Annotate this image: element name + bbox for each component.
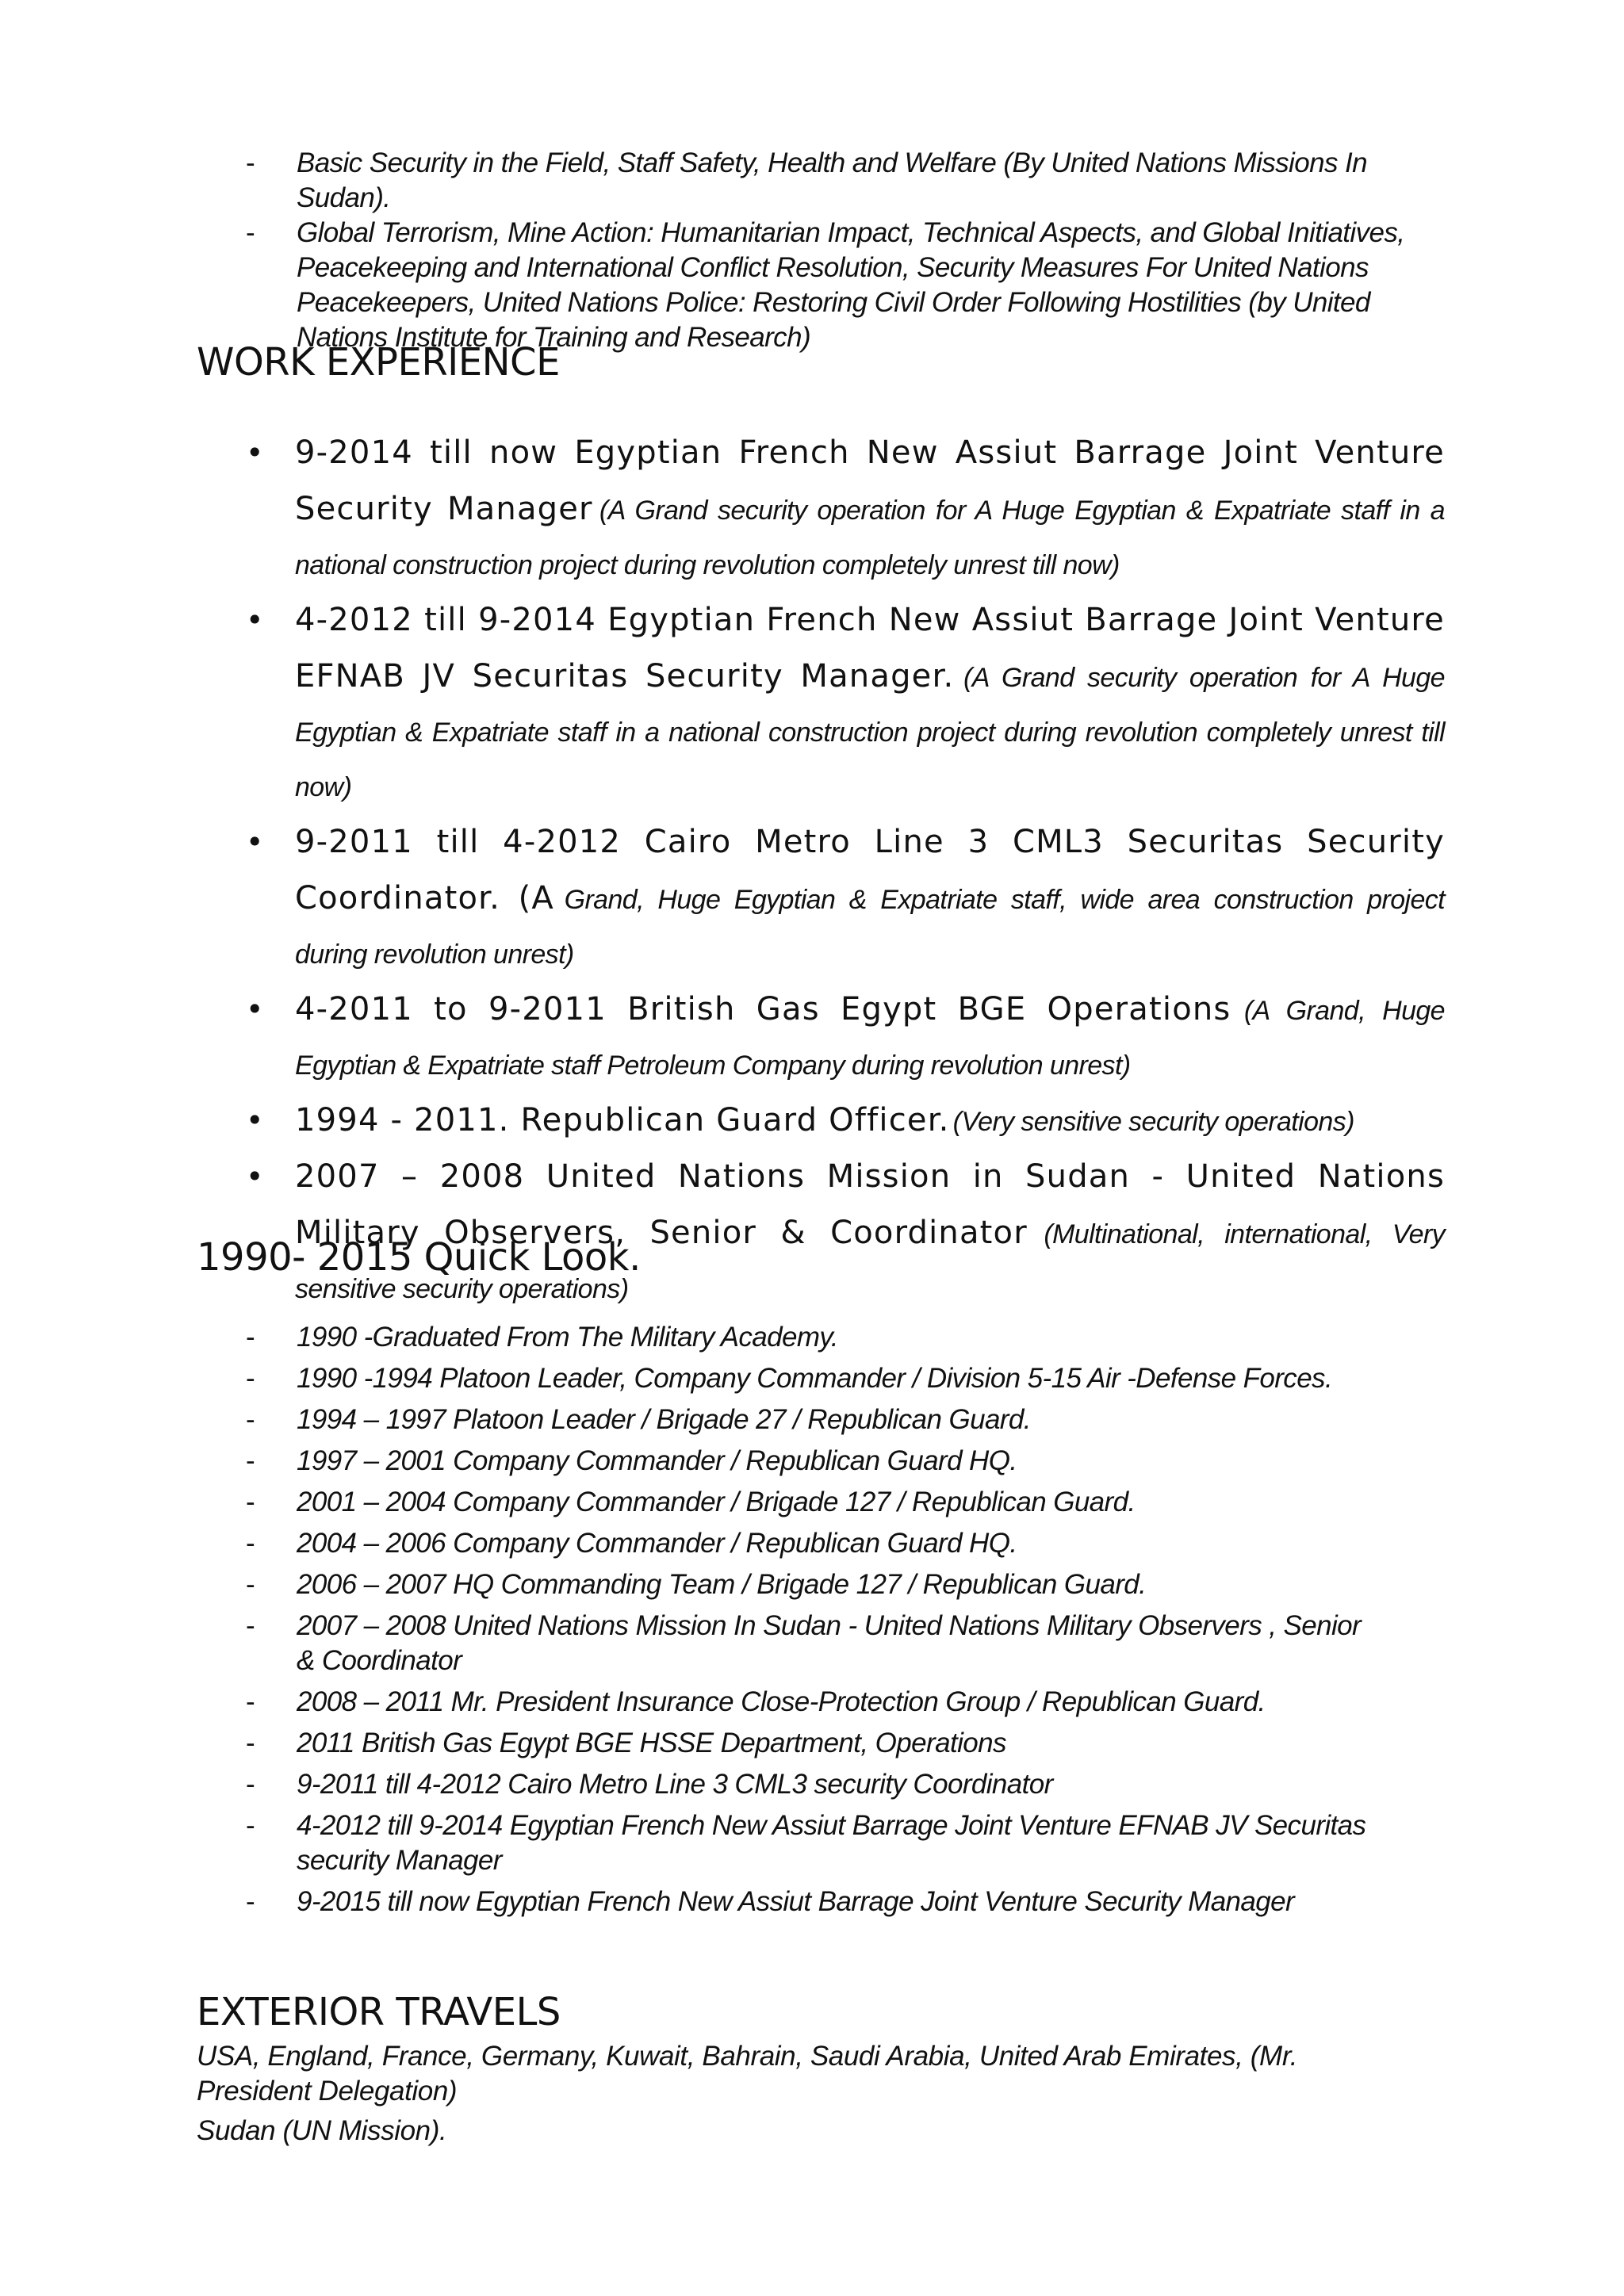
job-title: 9-2014 till now Egyptian French New Assiut Barrage Joint Venture Security Manager [295, 434, 1445, 527]
list-item: - 9-2011 till 4-2012 Cairo Metro Line 3 CML3 security Coordinator [246, 1767, 1451, 1802]
list-item: - 2006 – 2007 HQ Commanding Team / Brigade 127 / Republican Guard. [246, 1567, 1451, 1602]
travels-un-mission: Sudan (UN Mission). [197, 2115, 447, 2146]
job-note: (A Grand security operation for A Huge Egyptian & Expatriate staff in a national construction project during revolution completely unrest till now) [295, 496, 1445, 580]
job-title: 1994 - 2011. Republican Guard Officer. [295, 1102, 950, 1138]
job-note: Grand, Huge Egyptian & Expatriate staff, wide area construction project during revolution unrest) [295, 885, 1446, 970]
quick-look-list [246, 1320, 1451, 1919]
list-item: - Basic Security in the Field, Staff Safety, Health and Welfare (By United Nations Missions In Sudan). [246, 146, 1451, 216]
list-item: - 2008 – 2011 Mr. President Insurance Close-Protection Group / Republican Guard. [246, 1685, 1451, 1720]
job-note: (A Grand security operation for A Huge Egyptian & Expatriate staff in a national construction project during revolution completely unrest till now) [295, 663, 1445, 802]
list-item: - 1994 – 1997 Platoon Leader / Brigade 27 / Republican Guard. [246, 1402, 1451, 1437]
list-item: - 2004 – 2006 Company Commander / Republican Guard HQ. [246, 1526, 1451, 1561]
list-item [246, 817, 1445, 985]
list-item: - 9-2015 till now Egyptian French New Assiut Barrage Joint Venture Security Manager [246, 1885, 1451, 1919]
job-title: 2007 – 2008 United Nations Mission in Sudan - United Nations Military Observers, Senior & Coordinator [295, 1158, 1445, 1251]
list-item: - 1997 – 2001 Company Commander / Republican Guard HQ. [246, 1444, 1451, 1479]
section-title-work-experience: WORK EXPERIENCE [197, 340, 560, 385]
job-title: 4-2012 till 9-2014 Egyptian French New Assiut Barrage Joint Venture EFNAB JV Securitas Security Manager. [295, 602, 1445, 695]
list-item: - 1990 -Graduated From The Military Academy. [246, 1320, 1451, 1355]
job-note: (Multinational, international, Very sensitive security operations) [295, 1219, 1446, 1304]
job-note: (A Grand, Huge Egyptian & Expatriate staff Petroleum Company during revolution unrest) [295, 996, 1445, 1081]
list-item: - 1990 -1994 Platoon Leader, Company Commander / Division 5-15 Air -Defense Forces. [246, 1361, 1451, 1396]
work-experience-list [246, 428, 1445, 1319]
travels-countries: USA, England, France, Germany, Kuwait, Bahrain, Saudi Arabia, United Arab Emirates, (Mr. President Delegation) [197, 2041, 1298, 2107]
job-title: 9-2011 till 4-2012 Cairo Metro Line 3 CML3 Securitas Security Coordinator. (A [295, 824, 1445, 916]
job-title: 4-2011 to 9-2011 British Gas Egypt BGE Operations [295, 991, 1231, 1027]
section-title-quick-look: 1990- 2015 Quick Look. [197, 1235, 641, 1280]
section-title-exterior-travels: EXTERIOR TRAVELS [197, 1990, 561, 2034]
job-note: (Very sensitive security operations) [952, 1107, 1354, 1137]
list-item: - 2011 British Gas Egypt BGE HSSE Department, Operations [246, 1726, 1451, 1761]
list-item [246, 985, 1445, 1096]
list-item [246, 595, 1445, 817]
list-item: - 2007 – 2008 United Nations Mission In Sudan - United Nations Military Observers , Senior & Coordinator [246, 1609, 1451, 1678]
list-item [246, 1096, 1445, 1152]
list-item [246, 428, 1445, 595]
list-item: - Global Terrorism, Mine Action: Humanitarian Impact, Technical Aspects, and Global Initiatives, Peacekeeping and International Conflict Resolution, Security Measures For United Nations Peacekeepers, United Nations Police: Restoring Civil Order Following Hostilities (by United Nations Institute for Training and Research) [246, 216, 1451, 355]
list-item: - 4-2012 till 9-2014 Egyptian French New Assiut Barrage Joint Venture EFNAB JV Securitas security Manager [246, 1808, 1451, 1878]
list-item: - 2001 – 2004 Company Commander / Brigade 127 / Republican Guard. [246, 1485, 1451, 1520]
training-list [246, 146, 1451, 355]
